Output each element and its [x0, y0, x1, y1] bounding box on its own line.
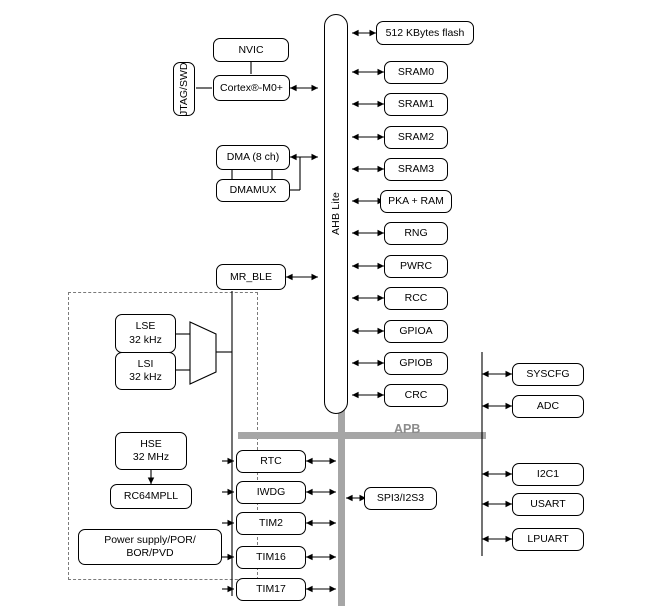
block-tim2[interactable]: TIM2: [236, 512, 306, 535]
block-lpuart[interactable]: LPUART: [512, 528, 584, 551]
block-hse-line1: HSE: [140, 437, 162, 450]
block-cortex-m0plus[interactable]: Cortex®-M0+: [213, 75, 290, 101]
ahb-lite-bus: [324, 14, 348, 414]
block-hse[interactable]: [115, 432, 187, 470]
block-lsi-line2: 32 kHz: [129, 371, 162, 383]
block-lse-line2: 32 kHz: [129, 333, 162, 346]
block-rtc[interactable]: RTC: [236, 450, 306, 473]
block-flash[interactable]: 512 KBytes flash: [376, 21, 474, 45]
block-rc64mpll[interactable]: RC64MPLL: [110, 484, 192, 509]
block-usart[interactable]: USART: [512, 493, 584, 516]
block-lse[interactable]: [115, 314, 176, 353]
block-lsi[interactable]: [115, 352, 176, 390]
block-power-line2: BOR/PVD: [126, 547, 174, 559]
block-tim17[interactable]: TIM17: [236, 578, 306, 601]
block-sram3[interactable]: SRAM3: [384, 158, 448, 181]
block-sram0[interactable]: SRAM0: [384, 61, 448, 84]
block-dma[interactable]: DMA (8 ch): [216, 145, 290, 170]
apb-bus-label: APB: [394, 422, 421, 436]
block-gpiob[interactable]: GPIOB: [384, 352, 448, 375]
block-syscfg[interactable]: SYSCFG: [512, 363, 584, 386]
block-sram1[interactable]: SRAM1: [384, 93, 448, 116]
block-tim16[interactable]: TIM16: [236, 546, 306, 569]
block-jtag-swd[interactable]: JTAG/SWD: [173, 62, 195, 116]
apb-bus-horizontal: [238, 432, 486, 439]
block-pka-ram[interactable]: PKA + RAM: [380, 190, 452, 213]
block-crc[interactable]: CRC: [384, 384, 448, 407]
block-adc[interactable]: ADC: [512, 395, 584, 418]
block-dmamux[interactable]: DMAMUX: [216, 179, 290, 202]
block-mr-ble[interactable]: MR_BLE: [216, 264, 286, 290]
block-iwdg[interactable]: IWDG: [236, 481, 306, 504]
block-power-line1: Power supply/POR/: [104, 533, 196, 546]
block-lse-line1: LSE: [135, 320, 156, 333]
block-hse-line2: 32 MHz: [132, 451, 170, 463]
block-nvic[interactable]: NVIC: [213, 38, 289, 62]
block-i2c1[interactable]: I2C1: [512, 463, 584, 486]
block-rng[interactable]: RNG: [384, 222, 448, 245]
block-sram2[interactable]: SRAM2: [384, 126, 448, 149]
block-spi3-i2s3[interactable]: SPI3/I2S3: [364, 487, 437, 510]
ahb-bus-label: AHB Lite: [330, 192, 342, 236]
block-gpioa[interactable]: GPIOA: [384, 320, 448, 343]
block-lsi-line1: LSI: [137, 357, 154, 370]
block-pwrc[interactable]: PWRC: [384, 255, 448, 278]
block-power-supply[interactable]: [78, 529, 222, 565]
block-rcc[interactable]: RCC: [384, 287, 448, 310]
